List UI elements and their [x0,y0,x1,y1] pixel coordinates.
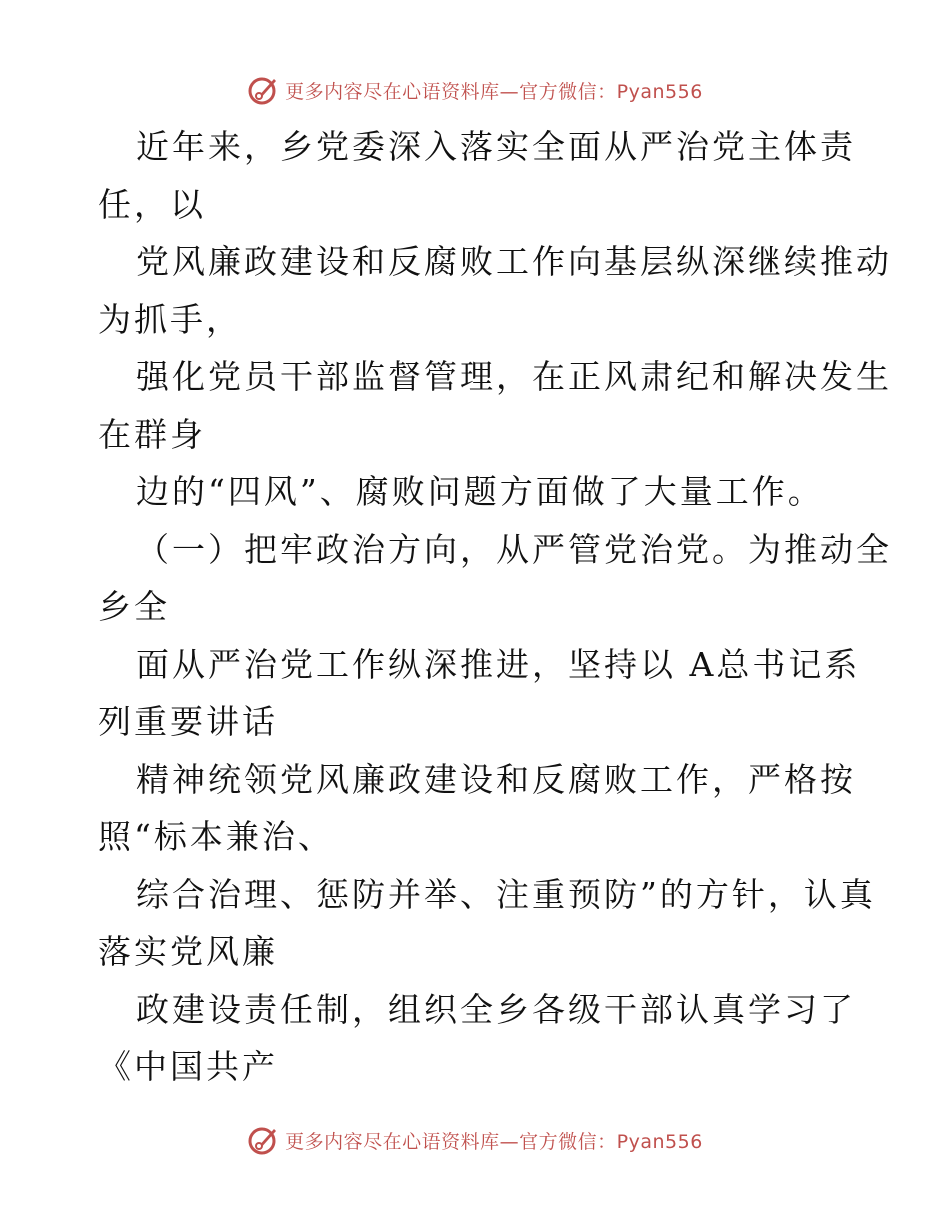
quill-pen-circle-icon [247,74,279,106]
paragraph-line: 落实党风廉 [98,932,278,971]
paragraph-line: 强化党员干部监督管理，在正风肃纪和解决发生 [136,357,892,396]
paragraph-line: 精神统领党风廉政建设和反腐败工作，严格按 [136,759,856,799]
paragraph-line: 面从严治党工作纵深推进，坚持以 A总书记系 [136,644,861,684]
paragraph-line: 综合治理、惩防并举、注重预防”的方针，认真 [136,874,876,914]
paragraph-line: 《中国共产 [98,1047,278,1086]
section-heading-line: （一）把牢政治方向，从严管党治党。为推动全 [136,529,892,569]
document-body [98,118,892,1096]
paragraph-line: 边的“四风”、腐败问题方面做了大量工作。 [136,472,824,511]
paragraph-line: 在群身 [98,414,206,454]
header-watermark [0,70,950,110]
paragraph-line: 政建设责任制，组织全乡各级干部认真学习了 [136,989,856,1029]
paragraph-line: 乡全 [98,587,170,626]
quill-pen-circle-icon [247,1124,279,1156]
paragraph-line: 党风廉政建设和反腐败工作向基层纵深继续推动 [136,242,892,281]
watermark-text: 更多内容尽在心语资料库—官方微信：Pyan556 [285,80,703,103]
paragraph-line: 列重要讲话 [98,702,278,741]
paragraph-line: 近年来，乡党委深入落实全面从严治党主体责 [136,127,856,166]
footer-watermark [0,1120,950,1160]
watermark-text: 更多内容尽在心语资料库—官方微信：Pyan556 [285,1130,703,1153]
paragraph-line: 任，以 [98,184,206,224]
paragraph-line: 照“标本兼治、 [98,817,334,856]
paragraph-line: 为抓手， [98,299,242,339]
